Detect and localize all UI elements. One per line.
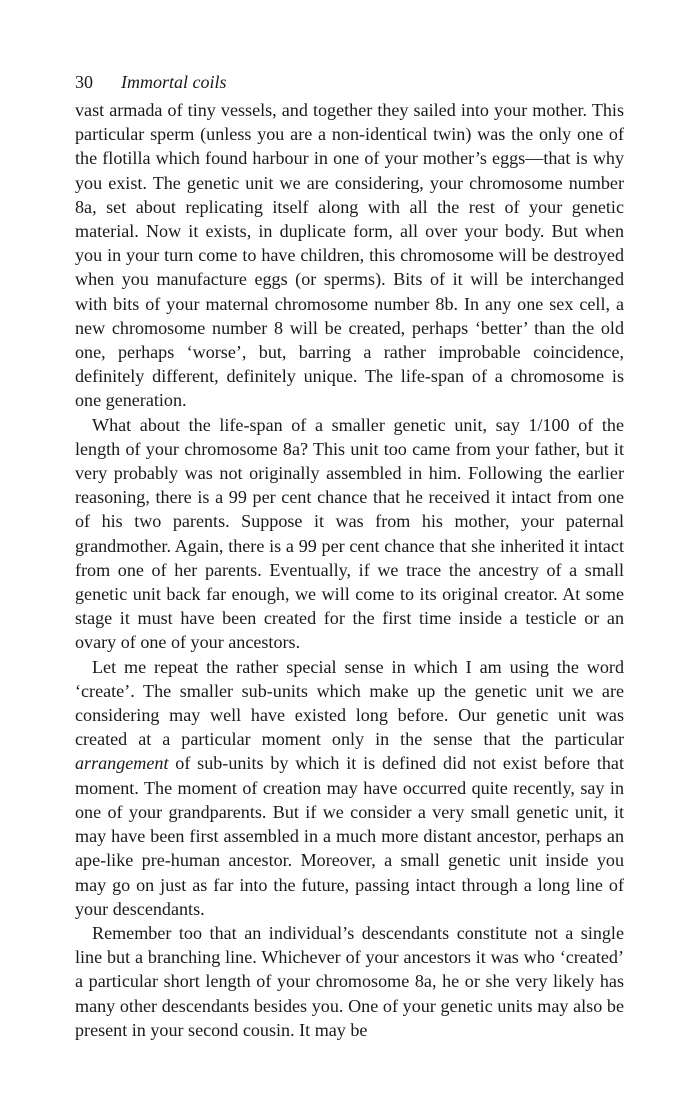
paragraph-create-text-before: Let me repeat the rather special sense in which I am using the word ‘create’. The smaller sub-units which make up the genetic unit we are considering may well have existed long before. Our genetic unit was created at a particular moment only in the sense that the particular (75, 656, 624, 750)
body-text (75, 98, 624, 1042)
paragraph-create-text-after: of sub-units by which it is defined did not exist before that moment. The moment of creation may have occurred quite recently, say in one of your grandparents. But if we consider a very small genetic unit, it may have been first assembled in a much more distant ancestor, perhaps an ape-like pre-human ancestor. Moreover, a small genetic unit inside you may go on just as far into the future, passing intact through a long line of your descendants. (75, 753, 624, 919)
book-page (75, 70, 624, 1042)
running-head-title: Immortal coils (121, 72, 227, 92)
paragraph-create (75, 655, 624, 921)
paragraph-descendants: Remember too that an individual’s descendants constitute not a single line but a branching line. Whichever of your ancestors it was who ‘created’ a particular short length of your chromosome 8a, he or she very likely has many other descendants besides you. One of your genetic units may also be present in your second cousin. It may be (75, 922, 624, 1040)
paragraph-lifespan: What about the life-span of a smaller genetic unit, say 1/100 of the length of your chromosome 8a? This unit too came from your father, but it very probably was not originally assembled in him. Following the earlier reasoning, there is a 99 per cent chance that he received it intact from one of his two parents. Suppose it was from his mother, your paternal grandmother. Again, there is a 99 per cent chance that she inherited it intact from one of her parents. Eventually, if we trace the ancestry of a small genetic unit back far enough, we will come to its original creator. At some stage it must have been created for the first time inside a testicle or an ovary of one of your ancestors. (75, 414, 624, 653)
page-number: 30 (75, 72, 93, 92)
emphasis-arrangement: arrangement (75, 753, 169, 774)
paragraph-continuation: vast armada of tiny vessels, and together they sailed into your mother. This particular sperm (unless you are a non-identical twin) was the only one of the flotilla which found harbour in one of your mother’s eggs—that is why you exist. The genetic unit we are considering, your chromosome number 8a, set about replicating itself along with all the rest of your genetic material. Now it exists, in duplicate form, all over your body. But when you in your turn come to have children, this chromosome will be destroyed when you manufacture eggs (or sperms). Bits of it will be interchanged with bits of your maternal chromosome number 8b. In any one sex cell, a new chromosome number 8 will be created, perhaps ‘better’ than the old one, perhaps ‘worse’, but, barring a rather improbable coincidence, definitely different, definitely unique. The life-span of a chromosome is one generation. (75, 100, 624, 411)
running-head (75, 70, 624, 94)
